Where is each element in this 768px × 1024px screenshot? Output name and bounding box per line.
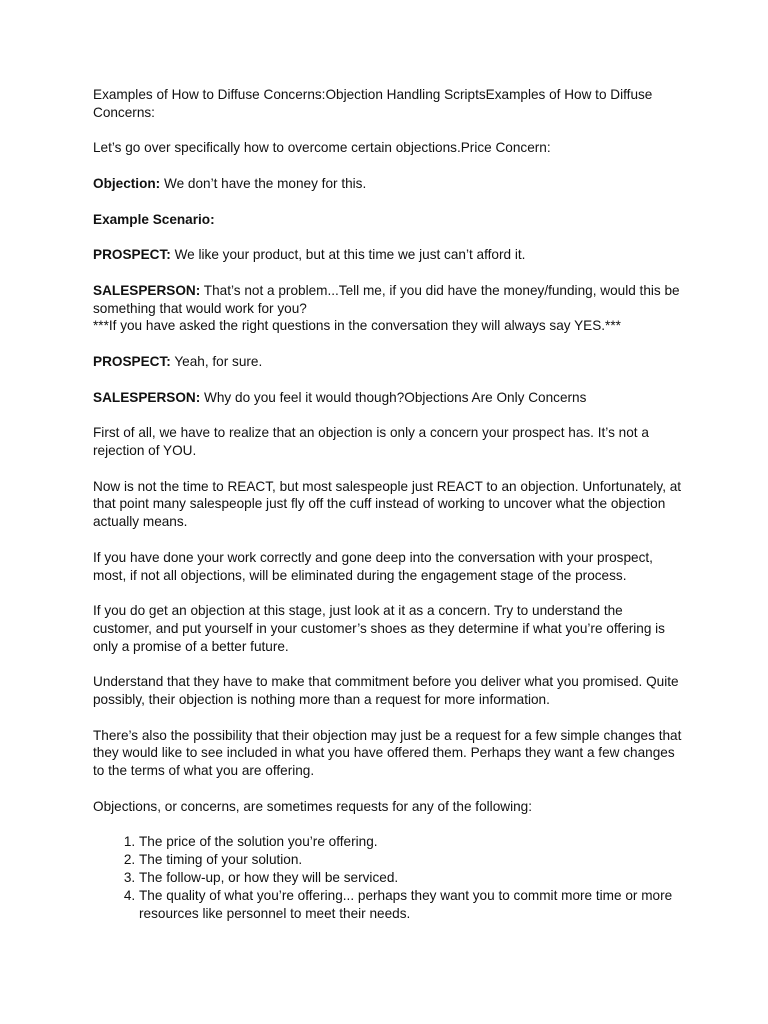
dialogue-line-prospect-1	[93, 246, 683, 264]
dialogue-line-salesperson-2	[93, 389, 683, 407]
list-item: 4. The quality of what you’re offering... perhaps they want you to commit more time or more resources like personnel to meet their needs.	[139, 887, 683, 923]
concerns-list	[93, 833, 683, 922]
dialogue-text: We like your product, but at this time we just can’t afford it.	[170, 247, 526, 263]
speaker-label: PROSPECT:	[93, 353, 171, 369]
list-item: 2. The timing of your solution.	[139, 851, 683, 869]
example-heading	[93, 211, 683, 229]
body-paragraph: Now is not the time to REACT, but most salespeople just REACT to an objection. Unfortunately, at that point many salespeople just fly off the cuff instead of working to uncover what the objection actually means.	[93, 478, 682, 530]
intro-paragraph: Let’s go over specifically how to overcome certain objections.Price Concern:	[93, 140, 551, 156]
body-paragraph: If you have done your work correctly and gone deep into the conversation with your prospect, most, if not all objections, will be eliminated during the engagement stage of the process.	[93, 549, 653, 583]
objection-text: We don’t have the money for this.	[160, 175, 367, 191]
dialogue-line-salesperson-1	[93, 282, 683, 335]
dialogue-line-prospect-2	[93, 353, 683, 371]
body-paragraph: First of all, we have to realize that an objection is only a concern your prospect has. It’s not a rejection of YOU.	[93, 425, 649, 458]
body-paragraph: If you do get an objection at this stage, just look at it as a concern. Try to understand the customer, and put yourself in your customer’s shoes as they determine if what you’re offering is only a promise of a better future.	[93, 603, 665, 654]
dialogue-text: That’s not a problem...Tell me, if you did have the money/funding, would this be something that would work for you?	[93, 282, 680, 316]
list-item: 3. The follow-up, or how they will be serviced.	[139, 869, 683, 887]
speaker-label: SALESPERSON:	[93, 282, 201, 298]
speaker-label: PROSPECT:	[93, 247, 171, 263]
dialogue-text: Yeah, for sure.	[170, 353, 263, 369]
document-title: Examples of How to Diffuse Concerns:Objection Handling ScriptsExamples of How to Diffuse Concerns:	[93, 87, 653, 120]
list-intro-paragraph: Objections, or concerns, are sometimes requests for any of the following:	[93, 798, 532, 814]
body-paragraph: Understand that they have to make that commitment before you deliver what you promised. Quite possibly, their objection is nothing more than a request for more information.	[93, 674, 679, 708]
objection-line	[93, 175, 683, 193]
document-body	[93, 86, 683, 922]
body-paragraph: There’s also the possibility that their objection may just be a request for a few simple changes that they would like to see included in what you have offered them. Perhaps they want a few changes to the terms of what you are offering.	[93, 727, 682, 779]
speaker-label: SALESPERSON:	[93, 389, 201, 405]
dialogue-text: Why do you feel it would though?Objections Are Only Concerns	[200, 389, 587, 405]
objection-label: Objection:	[93, 175, 161, 191]
list-item: 1. The price of the solution you’re offering.	[139, 833, 683, 851]
example-heading-text: Example Scenario:	[93, 211, 215, 227]
dialogue-note: ***If you have asked the right questions in the conversation they will always say YES.***	[93, 318, 621, 334]
